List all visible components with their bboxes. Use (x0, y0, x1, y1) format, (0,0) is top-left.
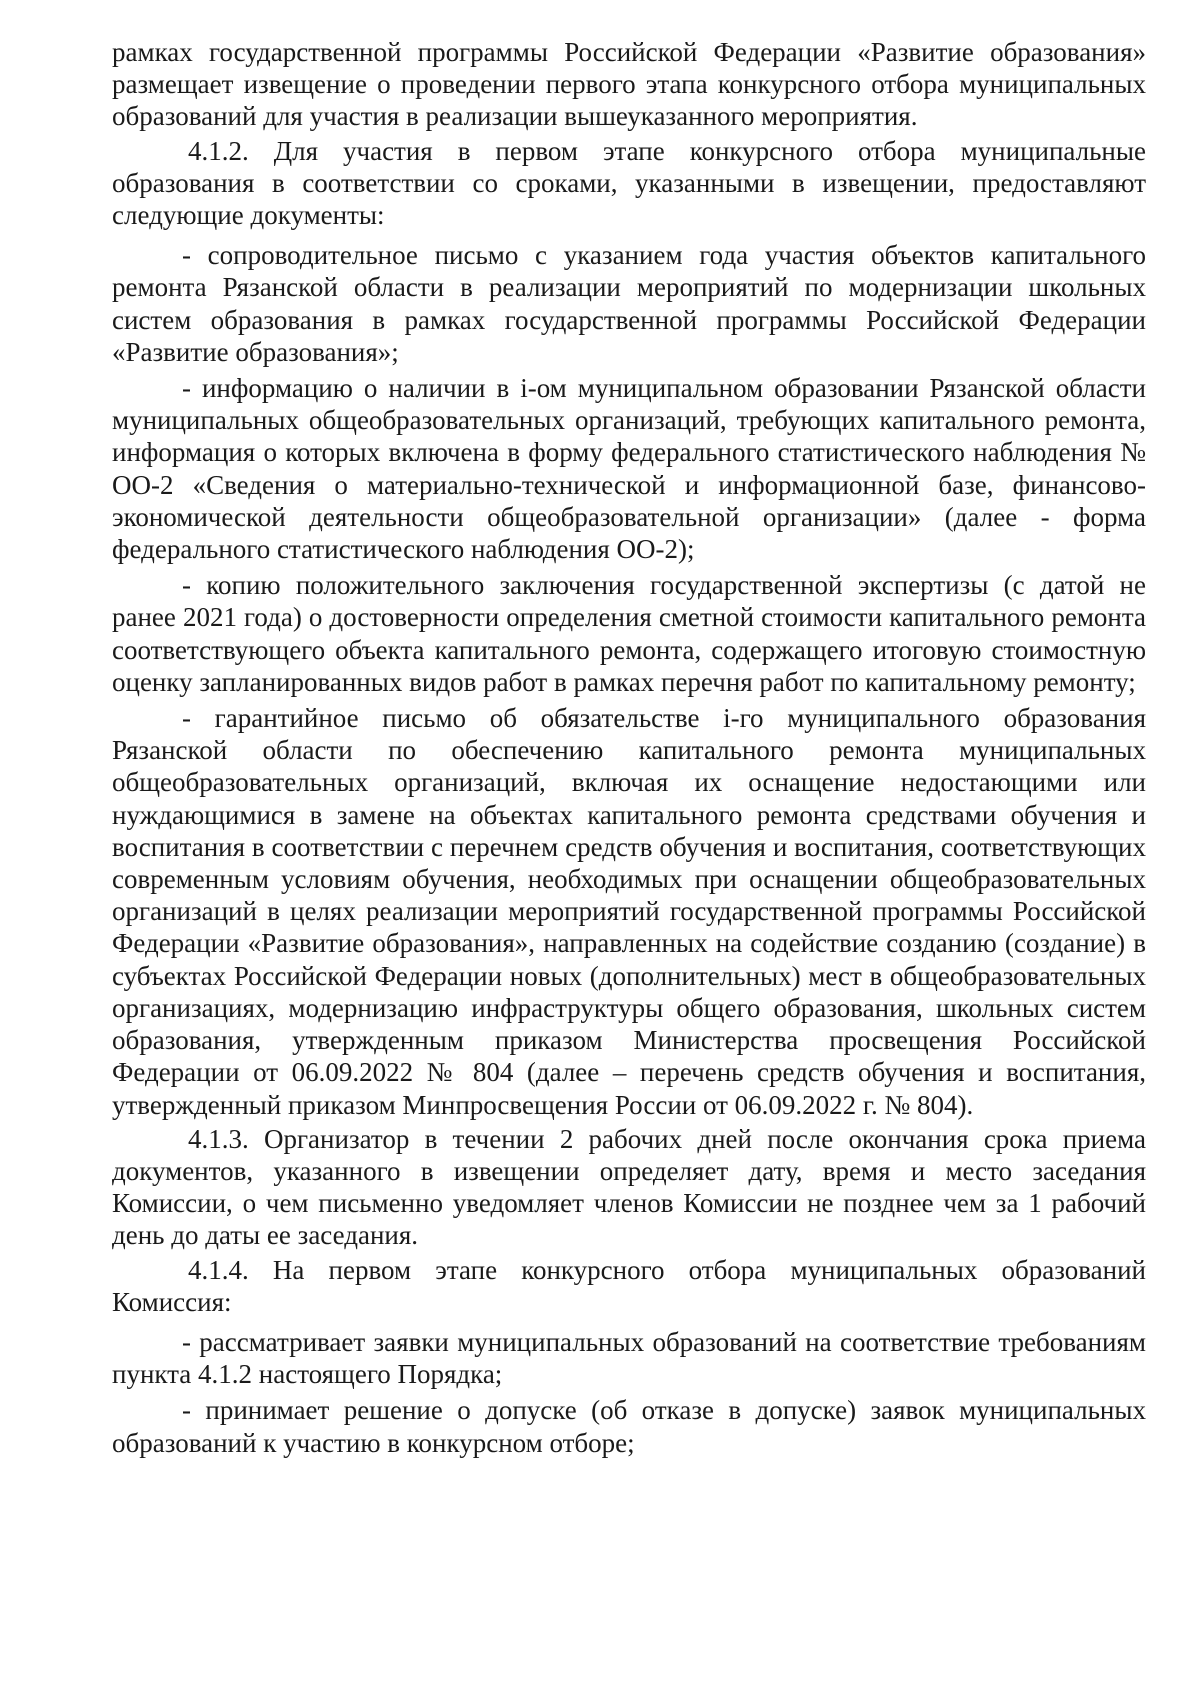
document-page (112, 36, 1146, 1459)
paragraph-clause-4-1-3: 4.1.3. Организатор в течении 2 рабочих дней после окончания срока приема документов, указанного в извещении определяет дату, время и место заседания Комиссии, о чем письменно уведомляет членов Комиссии не позднее чем за 1 рабочий день до даты ее заседания. (112, 1123, 1146, 1251)
list-item-guarantee-letter: - гарантийное письмо об обязательстве i-го муниципального образования Рязанской области по обеспечению капитального ремонта муниципальных общеобразовательных организаций, включая их оснащение недостающими или нуждающимися в замене на объектах капитального ремонта средствами обучения и воспитания в соответствии с перечнем средств обучения и воспитания, соответствующих современным условиям обучения, необходимых при оснащении общеобразовательных организаций в целях реализации мероприятий государственной программы Российской Федерации «Развитие образования», направленных на содействие созданию (создание) в субъектах Российской Федерации новых (дополнительных) мест в общеобразовательных организациях, модернизацию инфраструктуры общего образования, школьных систем образования, утвержденным приказом Министерства просвещения Российской Федерации от 06.09.2022 № 804 (далее – перечень средств обучения и воспитания, утвержденный приказом Минпросвещения России от 06.09.2022 г. № 804). (112, 703, 1146, 1120)
paragraph-clause-4-1-2: 4.1.2. Для участия в первом этапе конкурсного отбора муниципальные образования в соответствии со сроками, указанными в извещении, предоставляют следующие документы: (112, 135, 1146, 231)
list-item-information: - информацию о наличии в i-ом муниципальном образовании Рязанской области муниципальных общеобразовательных организаций, требующих капитального ремонта, информация о которых включена в форму федерального статистического наблюдения № ОО-2 «Сведения о материально-технической и информационной базе, финансово-экономической деятельности общеобразовательной организации» (далее - форма федерального статистического наблюдения ОО-2); (112, 373, 1146, 565)
list-item-expertise-copy: - копию положительного заключения государственной экспертизы (с датой не ранее 2021 года) о достоверности определения сметной стоимости капитального ремонта соответствующего объекта капитального ремонта, содержащего итоговую стоимостную оценку запланированных видов работ в рамках перечня работ по капитальному ремонту; (112, 570, 1146, 697)
list-item-cover-letter: - сопроводительное письмо с указанием года участия объектов капитального ремонта Рязанской области в реализации мероприятий по модернизации школьных систем образования в рамках государственной программы Российской Федерации «Развитие образования»; (112, 240, 1146, 367)
list-item-admission-decision: - принимает решение о допуске (об отказе в допуске) заявок муниципальных образований к участию в конкурсном отборе; (112, 1395, 1146, 1458)
list-item-review-applications: - рассматривает заявки муниципальных образований на соответствие требованиям пункта 4.1.2 настоящего Порядка; (112, 1326, 1146, 1390)
paragraph-clause-4-1-4: 4.1.4. На первом этапе конкурсного отбора муниципальных образований Комиссия: (112, 1254, 1146, 1317)
paragraph-intro: рамках государственной программы Российской Федерации «Развитие образования» размещает извещение о проведении первого этапа конкурсного отбора муниципальных образований для участия в реализации вышеуказанного мероприятия. (112, 37, 1146, 132)
